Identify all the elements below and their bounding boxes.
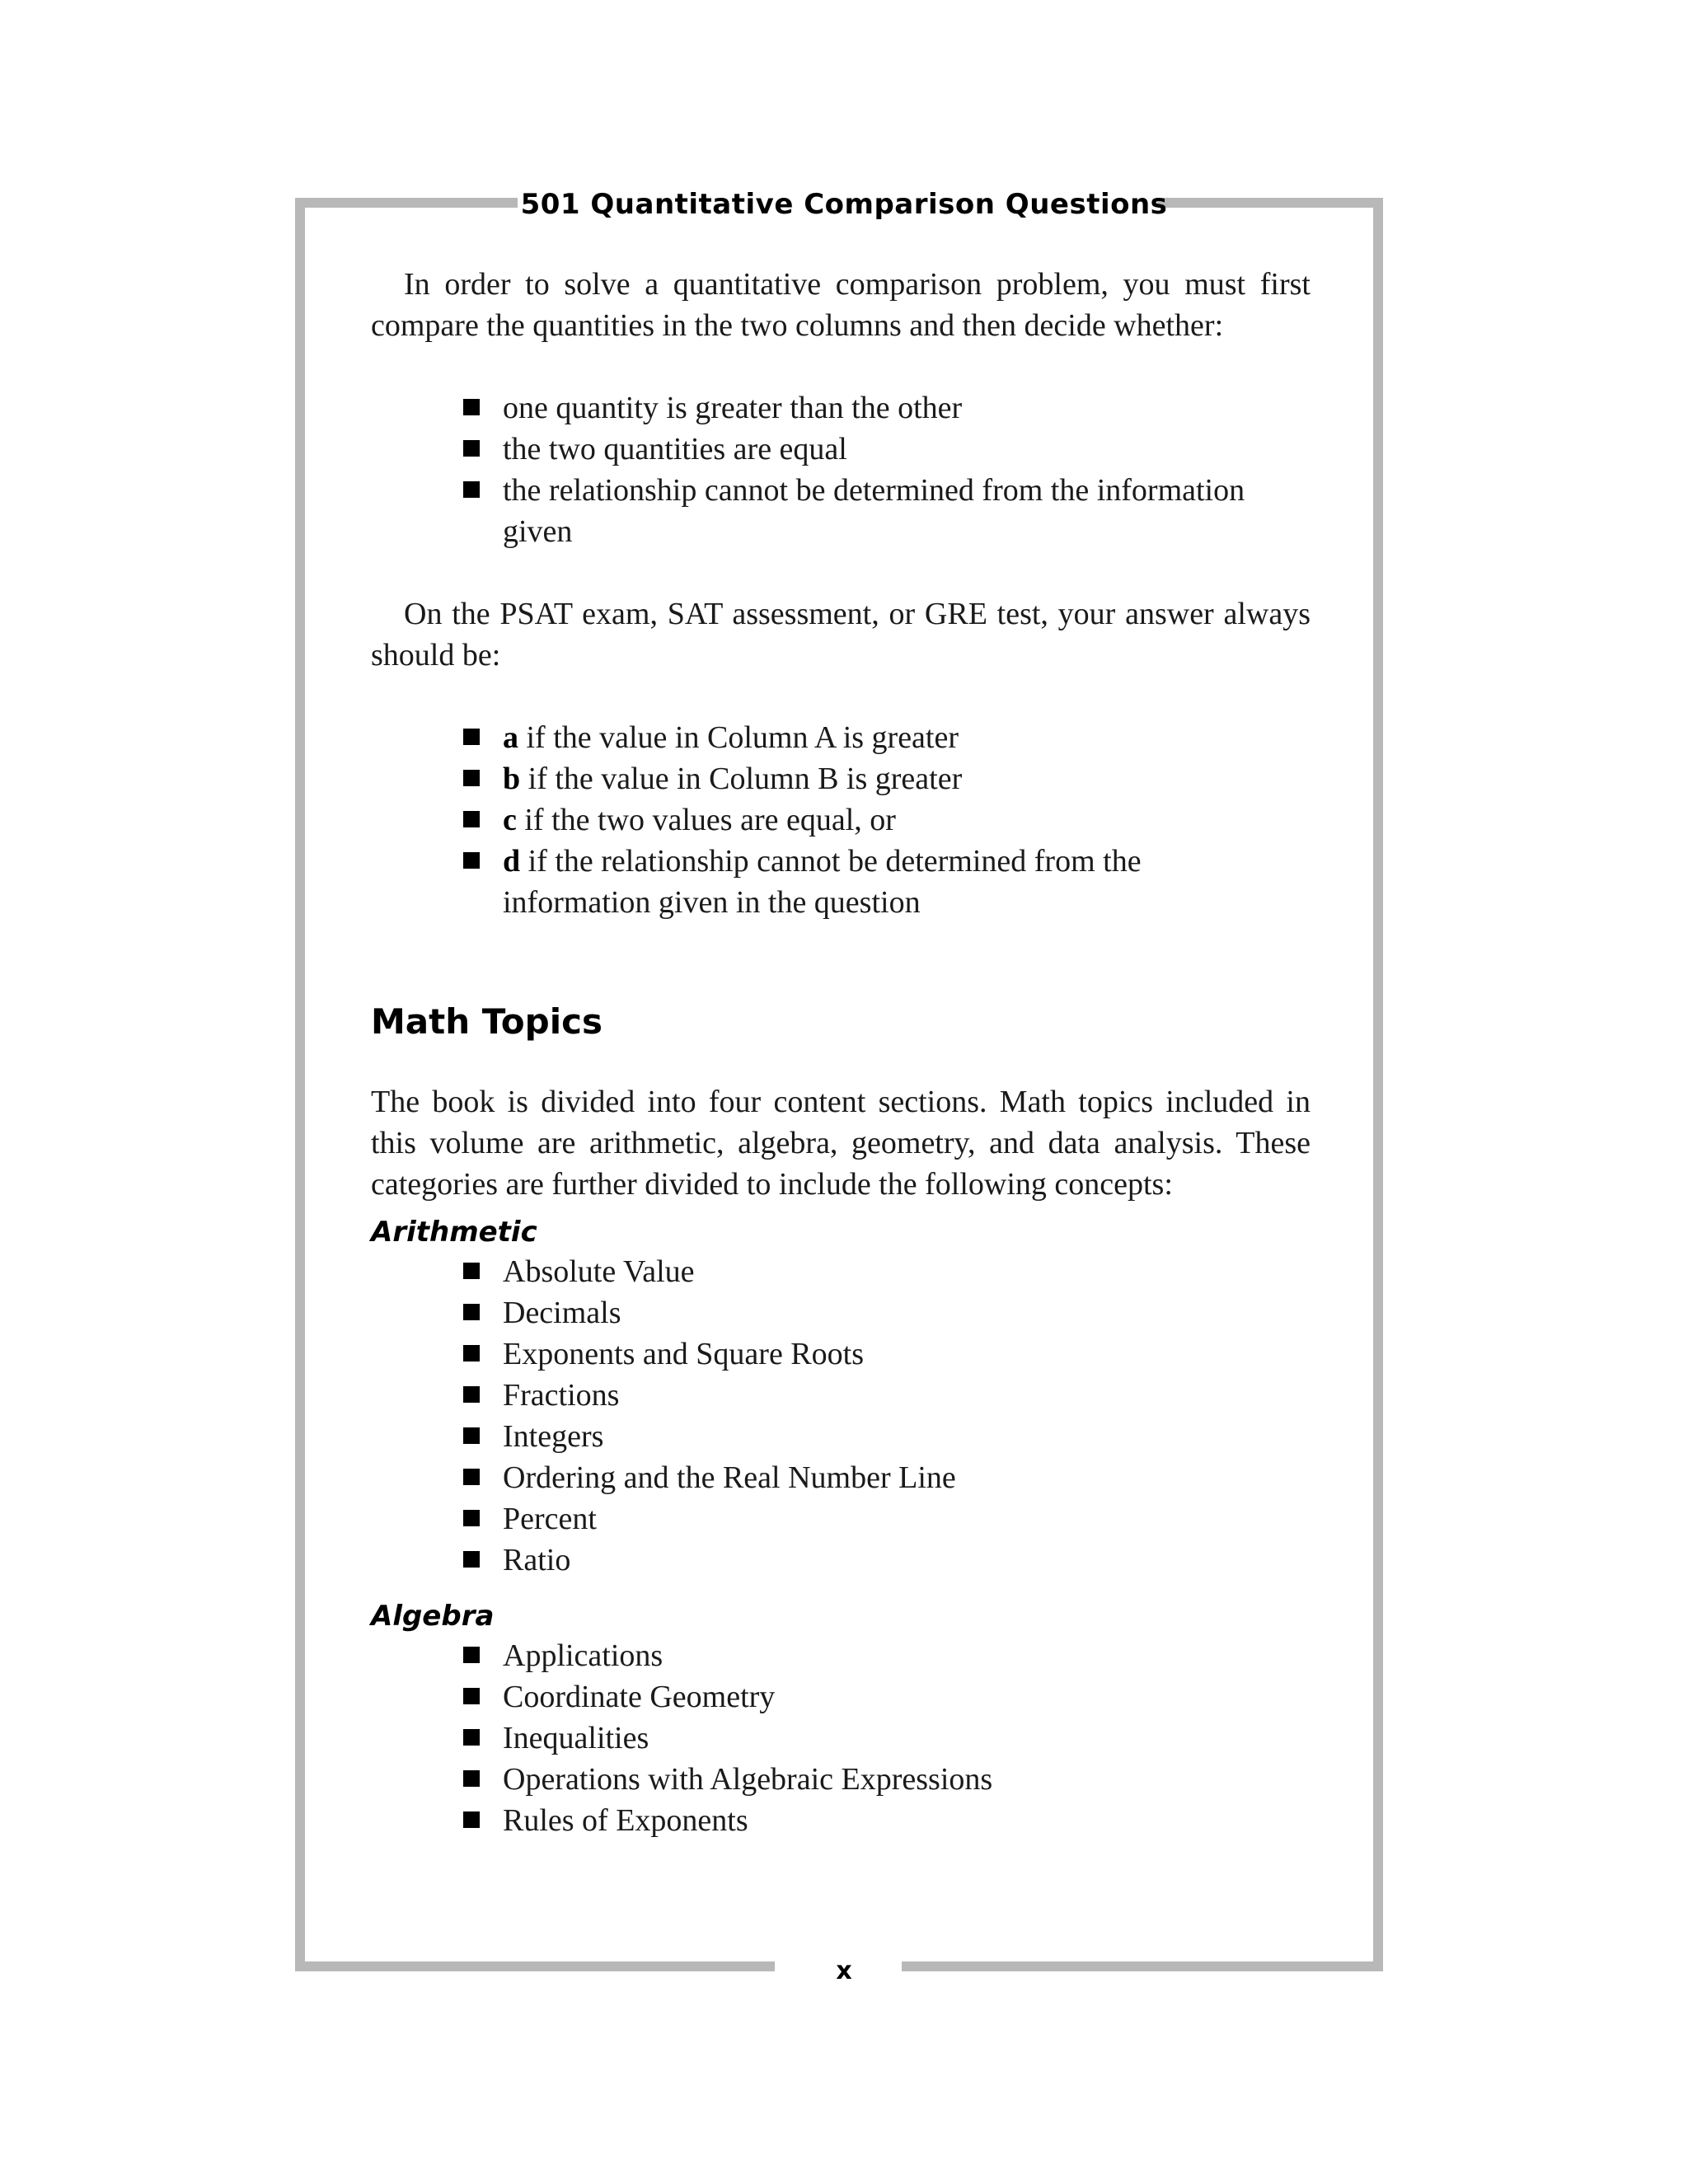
square-bullet-icon xyxy=(463,1386,480,1403)
topic-text: Integers xyxy=(503,1419,604,1454)
list-item xyxy=(463,1718,1311,1759)
square-bullet-icon xyxy=(463,1469,480,1485)
math-topics-heading: Math Topics xyxy=(371,1001,603,1042)
answer-choices-list xyxy=(371,717,1311,923)
math-topics-paragraph: The book is divided into four content sections. Math topics included in this volume are arithmetic, algebra, geometry, and data analysis. These categories are further divided to include the following concepts: xyxy=(371,1085,1311,1202)
square-bullet-icon xyxy=(463,811,480,827)
topic-text: Inequalities xyxy=(503,1721,649,1755)
answer-letter: a xyxy=(503,720,518,755)
topic-text: Operations with Algebraic Expressions xyxy=(503,1762,993,1797)
topic-text: Ordering and the Real Number Line xyxy=(503,1460,956,1495)
list-item xyxy=(463,1416,1311,1457)
list-item xyxy=(463,1333,1311,1375)
topic-text: Exponents and Square Roots xyxy=(503,1337,865,1371)
answer-text: if the value in Column A is greater xyxy=(518,720,959,755)
square-bullet-icon xyxy=(463,1770,480,1787)
topic-text: Coordinate Geometry xyxy=(503,1680,776,1714)
topic-text: Applications xyxy=(503,1638,663,1673)
answer-text: if the value in Column B is greater xyxy=(520,762,963,796)
topic-text: Decimals xyxy=(503,1296,621,1330)
list-item xyxy=(463,1800,1311,1841)
page-content xyxy=(371,264,1311,1841)
topic-text: Absolute Value xyxy=(503,1254,695,1289)
list-item xyxy=(463,1676,1311,1718)
square-bullet-icon xyxy=(463,1551,480,1568)
list-item xyxy=(463,1540,1311,1581)
list-item xyxy=(463,470,1311,552)
square-bullet-icon xyxy=(463,729,480,745)
option-text: one quantity is greater than the other xyxy=(503,391,963,425)
list-item xyxy=(463,1457,1311,1498)
list-item xyxy=(463,717,1311,758)
square-bullet-icon xyxy=(463,770,480,786)
square-bullet-icon xyxy=(463,852,480,869)
comparison-options-list xyxy=(371,387,1311,552)
list-item xyxy=(463,1498,1311,1540)
arithmetic-topics-list xyxy=(371,1251,1311,1581)
list-item xyxy=(463,799,1311,841)
square-bullet-icon xyxy=(463,1647,480,1663)
list-item xyxy=(463,1292,1311,1333)
list-item xyxy=(463,841,1311,923)
square-bullet-icon xyxy=(463,399,480,415)
answer-letter: c xyxy=(503,803,517,837)
option-text: the two quantities are equal xyxy=(503,432,847,466)
list-item xyxy=(463,1251,1311,1292)
algebra-topics-list xyxy=(371,1635,1311,1841)
list-item xyxy=(463,1635,1311,1676)
square-bullet-icon xyxy=(463,440,480,457)
answer-text: if the two values are equal, or xyxy=(516,803,896,837)
square-bullet-icon xyxy=(463,1688,480,1704)
square-bullet-icon xyxy=(463,1345,480,1361)
square-bullet-icon xyxy=(463,1263,480,1279)
option-text: the relationship cannot be determined from the information given xyxy=(503,473,1245,549)
intro-paragraph: In order to solve a quantitative comparison problem, you must first compare the quantities in the two columns and then decide whether: xyxy=(371,267,1311,343)
square-bullet-icon xyxy=(463,1811,480,1828)
square-bullet-icon xyxy=(463,1729,480,1746)
answer-letter: d xyxy=(503,844,521,879)
running-head: 501 Quantitative Comparison Questions xyxy=(520,188,1168,221)
answer-letter: b xyxy=(503,762,521,796)
page-number: x xyxy=(836,1957,852,1985)
topic-text: Ratio xyxy=(503,1543,571,1577)
square-bullet-icon xyxy=(463,481,480,498)
list-item xyxy=(463,1375,1311,1416)
list-item xyxy=(463,387,1311,429)
list-item xyxy=(463,758,1311,799)
algebra-heading: Algebra xyxy=(371,1600,495,1633)
list-item xyxy=(463,1759,1311,1800)
topic-text: Rules of Exponents xyxy=(503,1803,748,1838)
frame-left xyxy=(295,198,305,1971)
square-bullet-icon xyxy=(463,1510,480,1526)
list-item xyxy=(463,429,1311,470)
square-bullet-icon xyxy=(463,1304,480,1320)
topic-text: Percent xyxy=(503,1502,597,1536)
answers-paragraph: On the PSAT exam, SAT assessment, or GRE test, your answer always should be: xyxy=(371,597,1311,673)
topic-text: Fractions xyxy=(503,1378,620,1413)
arithmetic-heading: Arithmetic xyxy=(371,1216,537,1249)
square-bullet-icon xyxy=(463,1427,480,1444)
frame-right xyxy=(1373,198,1383,1971)
answer-text: if the relationship cannot be determined from the information given in the question xyxy=(503,844,1142,920)
